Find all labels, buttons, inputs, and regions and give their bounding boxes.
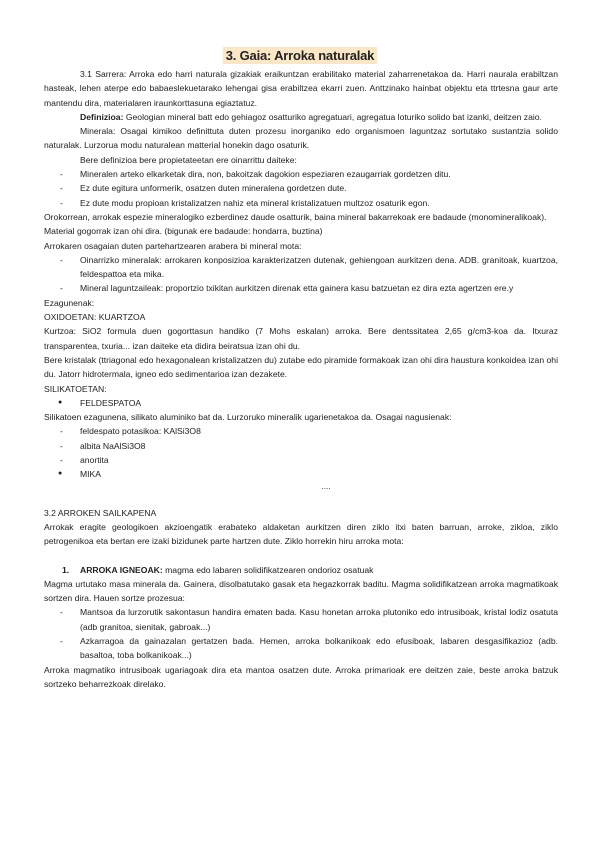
spacer <box>44 549 558 563</box>
mineral-mota-item: - Mineral laguntzaileak: proportzio txikitan aurkitzen direnak etta gainera kasu batzuetan ez dira ezta agertzen ere.y <box>44 281 558 295</box>
igneo-text: magma edo labaren solidifikatzearen ondorioz osatuak <box>162 564 374 575</box>
mineral-mota-item: - Oinarrizko mineralak: arrokaren konposizioa karakterizatzen dutenak, gehiengoan aurkitzen dena. ADB. granitoak, kuartzoa, feldespattoa eta mika. <box>44 253 558 282</box>
silikatoetan-heading: SILIKATOETAN: <box>44 383 107 394</box>
magma-paragraph: Magma urtutako masa minerala da. Gainera, disolbatutako gasak eta hegazkorrak baditu. Magma solidifikatzean arroka magmatikoak sortzen dira. Hauen sortze prozesua: <box>44 578 558 604</box>
silikatoen-paragraph: Silikatoen ezagunena, silikato aluminiko bat da. Lurzoruko mineralik ugarienetakoa da. Osagai nagusienak: <box>44 412 452 423</box>
osagai-item: - feldespato potasikoa: KAlSi3O8 <box>44 424 558 438</box>
page-title: 3. Gaia: Arroka naturalak <box>223 47 377 64</box>
magmatiko-paragraph: Arroka magmatiko intrusiboak ugariagoak dira eta mantoa osatzen dute. Arroka primarioak ere deitzen zaie, beste arroka batzuk sortzeko beharrezkoak direlako. <box>44 664 558 689</box>
igneo-label: ARROKA IGNEOAK: <box>80 564 163 575</box>
bere-definizioa: Bere definizioa bere propietateetan ere oinarrittu daiteke: <box>80 154 297 165</box>
property-item: - Mineralen arteko elkarketak dira, non, bakoitzak dagokion espeziaren ezaugarriak gordetzen ditu. <box>44 167 558 181</box>
osagaien-paragraph: Arrokaren osagaian duten partehartzearen arabera bi mineral mota: <box>44 240 302 251</box>
definizioa-text: Geologian mineral batt edo gehiagoz osatturiko agregatuari, agregatua loturiko solido bat izanki, deitzen zaio. <box>123 111 542 122</box>
feldespatoa-item: ● FELDESPATOA <box>44 396 558 410</box>
osagai-item: - anortita <box>44 453 558 467</box>
kristalak-paragraph: Bere kristalak (ttriagonal edo hexagonalean kristalizatzen du) zutabe edo piramide formakoak izan ohi dira haustura konkoidea izan ohi du. Jatorr hidrotermala, igneo edo sedimentarioa izan dezakete. <box>44 354 558 380</box>
prozesua-item: - Mantsoa da lurzorutik sakontasun handira ematen bada. Kasu honetan arroka plutoniko edo intrusiboak, kristal lodiz osatuta (adb granitoa, sienitak, gabroak...) <box>44 605 558 634</box>
osagai-item: - albita NaAlSi3O8 <box>44 439 558 453</box>
property-item: - Ez dute egitura unformerik, osatzen duten mineralena gordetzen dute. <box>44 181 558 195</box>
orokorrean-paragraph: Orokorrean, arrokak espezie mineralogiko ezberdinez daude osatturik, baina mineral bakarrekoak ere badaude (monomineralikoak). <box>44 211 547 222</box>
igneo-heading <box>44 563 558 577</box>
oxidoetan-heading: OXIDOETAN: KUARTZOA <box>44 312 146 323</box>
mika-item: ● MIKA <box>44 467 558 481</box>
property-item: - Ez dute modu propioan kristalizatzen nahiz eta mineral kristalizatuen multzoz osaturik egon. <box>44 196 558 210</box>
document-body <box>44 67 558 691</box>
sailkapena-paragraph: Arrokak eragite geologikoen akzioengatik erabateko aldaketan aurkitzen diren ziklo itxi baten barruan, arroke, zikloa, ziklo petrogenikoa eta bertan ere izaki bizidunek parte hartzen dute. Ziklo horrekin hiru arroka mota: <box>44 521 558 547</box>
ezagunenak-heading: Ezagunenak: <box>44 297 95 308</box>
igneo-number: 1. <box>62 564 70 575</box>
definizioa-label: Definizioa: <box>80 111 124 122</box>
kuartzoa-paragraph: Kurtzoa: SiO2 formula duen gogorttasun handiko (7 Mohs eskalan) arroka. Bere dentssitatea 2,65 g/cm3-koa da. Itxuraz transparentea, txuria... izan daiteke eta didira beiratsua izan ohi du. <box>44 326 558 351</box>
spacer <box>44 492 558 506</box>
prozesua-item: - Azkarragoa da gainazalan gertatzen bada. Hemen, arroka bolkanikoak edo efusiboak, labaren desgasifikazioz (adb. basaltoa, toba bolkanikoak...) <box>44 634 558 663</box>
minerala-paragraph: Minerala: Osagai kimikoo definittuta duten prozesu inorganiko edo organismoen laguntzaz sortutako sustantzia solido naturalak. Lurzorua modu naturalean matterial honekin dago osaturik. <box>44 126 558 151</box>
material-paragraph: Material gogorrak izan ohi dira. (bigunak ere badaude: hondarra, buztina) <box>44 226 323 237</box>
sarrera-paragraph: 3.1 Sarrera: Arroka edo harri naturala gizakiak eraikuntzan erabilitako material zaharrenetakoa da. Harri naurala erabiltzan hasteak, lehen aterpe edo babaeslekuetarako lehengai gisa erabiltzea ekarri zuen. Anttzinako hainbat objektu eta ttrtesna gaur arte mantendu dira, materialaren iraunkorttasuna egiaztatuz. <box>44 69 558 108</box>
title-wrap <box>0 47 600 64</box>
ellipsis: .... <box>321 481 331 491</box>
definizioa-paragraph <box>44 110 558 124</box>
sailkapena-heading: 3.2 ARROKEN SAILKAPENA <box>44 507 157 518</box>
